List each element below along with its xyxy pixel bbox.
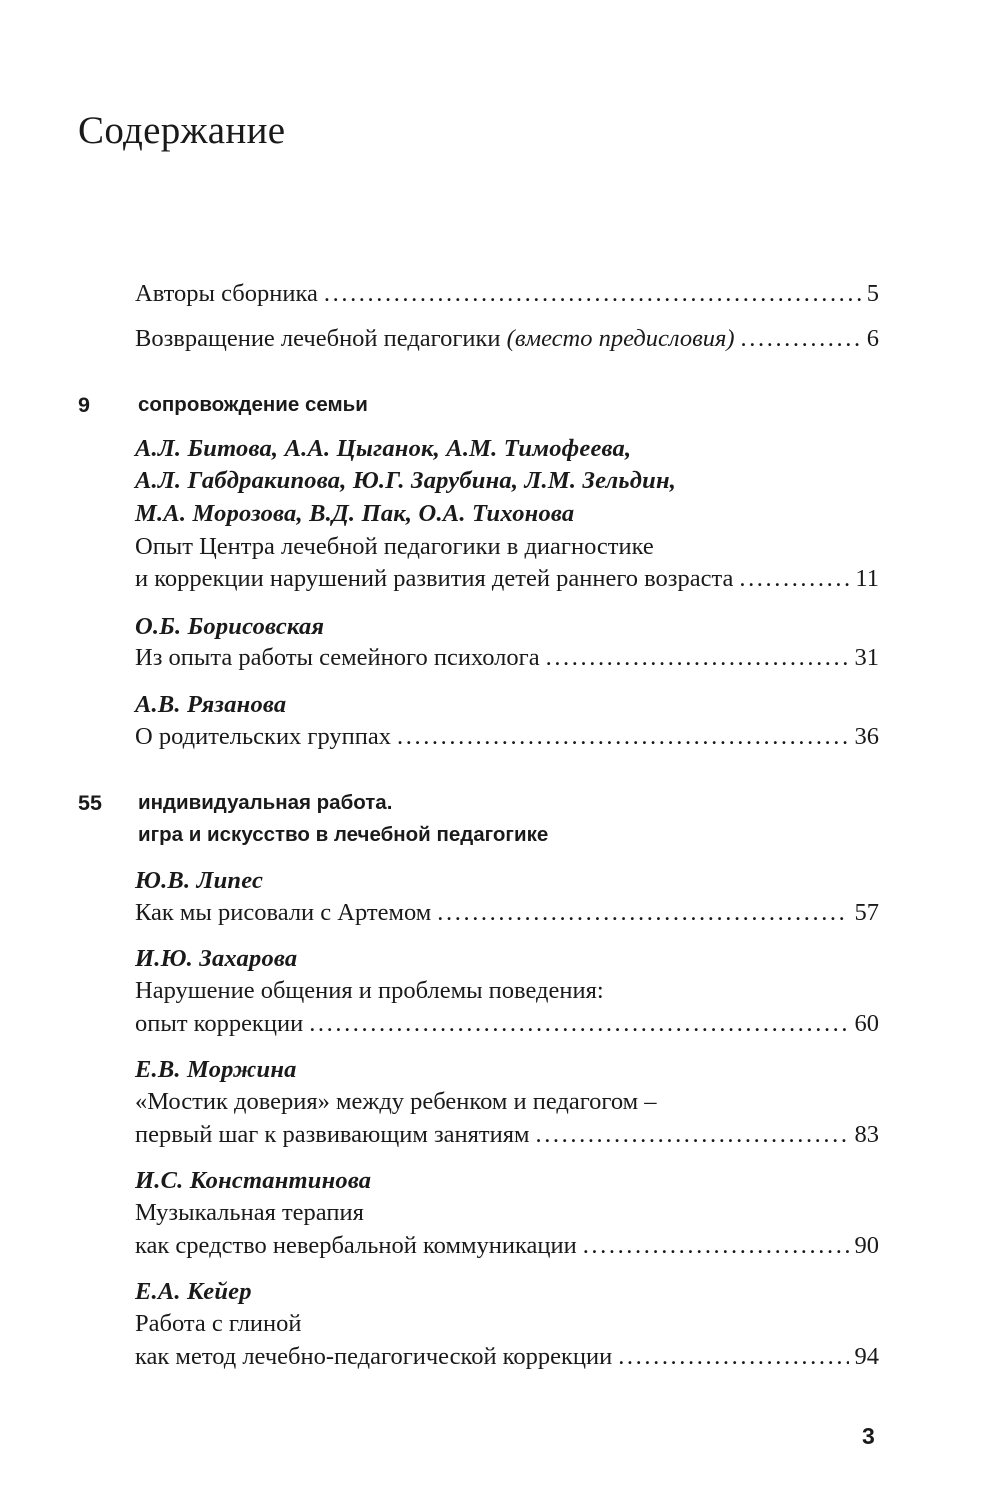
section-page: 55: [78, 791, 102, 815]
toc-entry-family-psychologist[interactable]: [135, 643, 879, 673]
leader-dots: [739, 564, 849, 594]
entry-page: 36: [854, 723, 879, 750]
entry-page: 31: [854, 644, 879, 671]
entry-author: О.Б. Борисовская: [135, 613, 325, 640]
entry-page: 6: [866, 325, 879, 352]
entry-title: опыт коррекции: [135, 1010, 304, 1037]
leader-dots: [583, 1231, 849, 1261]
toc-entry-communication[interactable]: [135, 1009, 879, 1039]
entry-title: первый шаг к развивающим занятиям: [135, 1121, 530, 1148]
entry-title: [135, 324, 735, 354]
toc-entry-clay-work[interactable]: [135, 1342, 879, 1372]
entry-title[interactable]: «Мостик доверия» между ребенком и педагогом –: [135, 1088, 657, 1115]
entry-title: Как мы рисовали с Артемом: [135, 899, 432, 926]
page-title: Содержание: [78, 109, 286, 152]
entry-title: О родительских группах: [135, 723, 392, 750]
entry-title[interactable]: Работа с глиной: [135, 1310, 302, 1337]
toc-entry-preface[interactable]: [135, 324, 879, 354]
entry-title-text: Возвращение лечебной педагогики: [135, 325, 507, 352]
entry-author: Е.А. Кейер: [135, 1278, 252, 1305]
entry-title: Из опыта работы семейного психолога: [135, 644, 540, 671]
section-page: 9: [78, 393, 90, 417]
leader-dots: [324, 279, 861, 309]
entry-page: 57: [854, 899, 879, 926]
section-title[interactable]: сопровождение семьи: [138, 393, 368, 416]
toc-entry-center-experience[interactable]: [135, 564, 879, 594]
toc-entry-parent-groups[interactable]: [135, 722, 879, 752]
entry-author: Е.В. Моржина: [135, 1056, 297, 1083]
leader-dots: [397, 722, 848, 752]
entry-author: И.С. Константинова: [135, 1167, 372, 1194]
leader-dots: [546, 643, 849, 673]
section-title[interactable]: игра и искусство в лечебной педагогике: [138, 823, 549, 846]
entry-page: 94: [854, 1343, 879, 1370]
entry-title: как метод лечебно-педагогической коррекции: [135, 1343, 613, 1370]
entry-author: М.А. Морозова, В.Д. Пак, О.А. Тихонова: [135, 500, 575, 527]
entry-author: А.В. Рязанова: [135, 691, 287, 718]
leader-dots: [741, 324, 861, 354]
toc-entry-trust-bridge[interactable]: [135, 1120, 879, 1150]
entry-title[interactable]: Нарушение общения и проблемы поведения:: [135, 977, 604, 1004]
entry-page: 83: [854, 1121, 879, 1148]
entry-author: А.Л. Битова, А.А. Цыганок, А.М. Тимофеева,: [135, 435, 632, 462]
entry-title-note: (вместо предисловия): [506, 325, 735, 352]
entry-page: 90: [854, 1232, 879, 1259]
leader-dots: [535, 1120, 848, 1150]
toc-entry-authors[interactable]: [135, 279, 879, 309]
leader-dots: [309, 1009, 848, 1039]
leader-dots: [618, 1342, 848, 1372]
entry-title: и коррекции нарушений развития детей раннего возраста: [135, 565, 734, 592]
section-title[interactable]: индивидуальная работа.: [138, 791, 393, 814]
entry-author: Ю.В. Липес: [135, 867, 264, 894]
entry-title: как средство невербальной коммуникации: [135, 1232, 577, 1259]
entry-page: 5: [866, 280, 879, 307]
page-number: 3: [862, 1423, 875, 1449]
entry-page: 60: [854, 1010, 879, 1037]
entry-title[interactable]: Музыкальная терапия: [135, 1199, 364, 1226]
entry-title: Авторы сборника: [135, 280, 318, 307]
toc-entry-music-therapy[interactable]: [135, 1231, 879, 1261]
toc-entry-drawing-artem[interactable]: [135, 898, 879, 928]
entry-author: А.Л. Габдракипова, Ю.Г. Зарубина, Л.М. Зельдин,: [135, 467, 677, 494]
entry-title[interactable]: Опыт Центра лечебной педагогики в диагностике: [135, 533, 654, 560]
entry-page: 11: [855, 565, 879, 592]
leader-dots: [437, 898, 848, 928]
entry-author: И.Ю. Захарова: [135, 945, 298, 972]
